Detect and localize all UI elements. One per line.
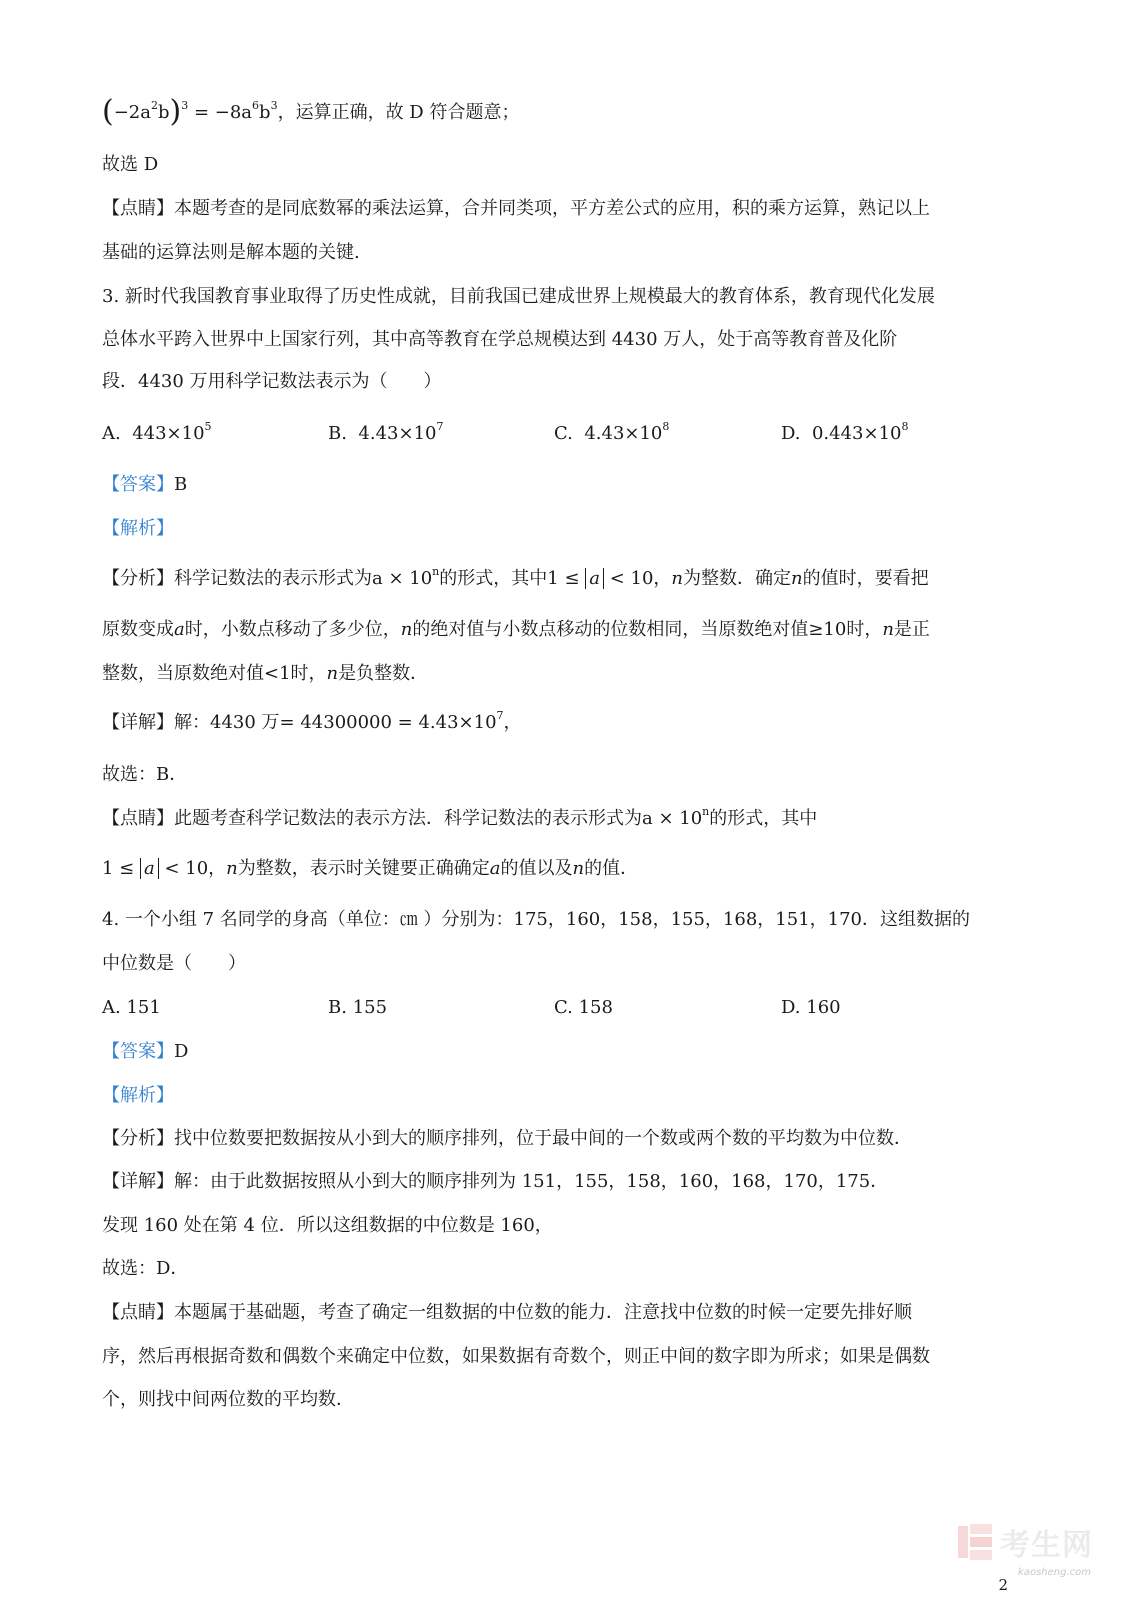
- option-letter: D.: [781, 997, 801, 1018]
- fenxi-label: 【分析】: [102, 568, 174, 589]
- option-letter: C.: [554, 423, 573, 444]
- formula-lhs-b: b: [157, 102, 170, 123]
- var: n: [671, 568, 684, 589]
- math: a × 10: [372, 568, 433, 589]
- q3-stem-line2: 总体水平跨入世界中上国家行列，其中高等教育在学总规模达到 4430 万人，处于高等教育普及化阶: [102, 329, 898, 350]
- detail-label: 【详解】: [102, 712, 174, 733]
- prev-note-line2: 基础的运算法则是解本题的关键.: [102, 242, 360, 263]
- q3-option-a: [102, 421, 212, 447]
- option-value: 160: [806, 997, 841, 1018]
- text: 科学记数法的表示形式为: [174, 568, 372, 589]
- var: a: [489, 858, 501, 879]
- option-letter: A.: [102, 423, 121, 444]
- exp: n: [702, 805, 710, 818]
- text: 时，: [846, 619, 883, 640]
- text: 解：由于此数据按照从小到大的顺序排列为 151，155，158，160，168，170，175．: [174, 1171, 889, 1192]
- exp: 7: [496, 709, 504, 722]
- text: 为整数．确定: [683, 568, 792, 589]
- formula-tail: ，运算正确，故 D 符合题意；: [277, 102, 520, 123]
- text: 解：4430 万: [174, 712, 280, 733]
- q4-answer: [102, 1039, 188, 1065]
- text: 为整数，表示时关键要正确确定: [237, 858, 490, 879]
- q4-stem-line2: 中位数是（ ）: [102, 953, 246, 974]
- q4-note-line1: [102, 1300, 912, 1326]
- q4-option-b: [328, 995, 387, 1021]
- text: 的值以及: [500, 858, 573, 879]
- text: 整数，当原数绝对值: [102, 663, 264, 684]
- close-paren: ): [169, 94, 182, 129]
- answer-value: B: [174, 474, 188, 495]
- var: n: [791, 568, 803, 589]
- logo-text: 考生网: [1000, 1528, 1093, 1563]
- formula-rhs-coef: = −8a: [193, 102, 253, 123]
- fenxi-label: 【分析】: [102, 1128, 174, 1149]
- option-letter: A.: [102, 997, 121, 1018]
- q4-detail-line1: [102, 1169, 888, 1195]
- var: n: [572, 858, 585, 879]
- q4-detail-line2: 发现 160 处在第 4 位．所以这组数据的中位数是 160，: [102, 1215, 553, 1236]
- q3-detail: [102, 710, 522, 736]
- formula-line: [102, 94, 520, 129]
- q3-fenxi-line1: [102, 566, 929, 592]
- option-letter: B.: [328, 997, 347, 1018]
- math: a × 10: [642, 808, 703, 829]
- option-value: 158: [578, 997, 613, 1018]
- q3-choose: 故选：B．: [102, 764, 188, 785]
- math: < 10: [603, 568, 654, 589]
- q3-answer: [102, 472, 187, 498]
- q3-fenxi-line2: [102, 617, 930, 643]
- abs-value: a: [140, 858, 159, 879]
- q3-stem-line3: 段．4430 万用科学记数法表示为（ ）: [102, 371, 442, 392]
- abs-value: a: [585, 568, 604, 589]
- q3-note-line1: [102, 806, 817, 832]
- text: 时，: [290, 663, 327, 684]
- site-logo: [956, 1520, 1093, 1564]
- exp: 7: [436, 420, 444, 433]
- exp: 3: [181, 99, 189, 112]
- exp: 2: [150, 99, 158, 112]
- option-value: 0.443×10: [811, 423, 902, 444]
- note-label: 【点睛】: [102, 1302, 174, 1323]
- note-text: 本题考查的是同底数幂的乘法运算，合并同类项，平方差公式的应用，积的乘方运算，熟记以上: [174, 198, 930, 219]
- q3-stem-line1: 3. 新时代我国教育事业取得了历史性成就，目前我国已建成世界上规模最大的教育体系，教育现代化发展: [102, 286, 935, 307]
- prev-choose: 故选 D: [102, 154, 159, 175]
- q3-option-c: [554, 421, 669, 447]
- note-label: 【点睛】: [102, 808, 174, 829]
- option-value: 155: [352, 997, 388, 1018]
- var: n: [326, 663, 339, 684]
- text: 的形式，其中: [439, 568, 548, 589]
- text: 时，小数点移动了多少位，: [184, 619, 401, 640]
- math: ≥10: [808, 619, 847, 640]
- text: 的值时，要看把: [802, 568, 929, 589]
- var: n: [882, 619, 894, 640]
- var: n: [226, 858, 238, 879]
- option-letter: D.: [781, 423, 801, 444]
- open-paren: (: [102, 94, 114, 129]
- q4-note-line3: 个，则找中间两位数的平均数．: [102, 1389, 354, 1410]
- q4-fenxi: [102, 1126, 912, 1152]
- exp: 5: [204, 420, 212, 433]
- math: < 10: [158, 858, 209, 879]
- q3-fenxi-line3: [102, 661, 428, 687]
- q4-analysis-label: 【解析】: [102, 1085, 174, 1106]
- option-value: 4.43×10: [358, 423, 437, 444]
- text: ，: [208, 858, 227, 879]
- exp: 8: [901, 420, 909, 433]
- math: 1 ≤: [102, 858, 140, 879]
- logo-url: kaosheng.com: [1018, 1567, 1091, 1578]
- text: ，: [653, 568, 672, 589]
- page-number: 2: [998, 1576, 1008, 1594]
- answer-value: D: [174, 1041, 189, 1062]
- prev-note-line1: [102, 196, 930, 222]
- exp: 6: [252, 99, 260, 112]
- exp: 8: [662, 420, 670, 433]
- text: 找中位数要把数据按从小到大的顺序排列，位于最中间的一个数或两个数的平均数为中位数．: [174, 1128, 912, 1149]
- option-value: 151: [126, 997, 161, 1018]
- q4-option-d: [781, 995, 841, 1021]
- text: 本题属于基础题，考查了确定一组数据的中位数的能力．注意找中位数的时候一定要先排好顺: [174, 1302, 912, 1323]
- answer-label: 【答案】: [102, 474, 174, 495]
- option-letter: B.: [328, 423, 347, 444]
- q4-choose: 故选：D．: [102, 1258, 189, 1279]
- q4-stem-line1: 4. 一个小组 7 名同学的身高（单位：㎝ ）分别为：175，160，158，155，168，151，170．这组数据的: [102, 909, 971, 930]
- var: a: [174, 619, 185, 640]
- text: 的形式，其中: [709, 808, 818, 829]
- text: ，: [503, 712, 522, 733]
- q3-option-b: [328, 421, 443, 447]
- formula-rhs-b: b: [259, 102, 271, 123]
- logo-mark-icon: [956, 1522, 994, 1562]
- option-value: 4.43×10: [584, 423, 663, 444]
- math: 1 ≤: [547, 568, 586, 589]
- math: = 44300000 = 4.43×10: [279, 712, 497, 733]
- q3-note-line2: [102, 856, 638, 882]
- q4-option-c: [554, 995, 613, 1021]
- math: <1: [264, 663, 291, 684]
- detail-label: 【详解】: [102, 1171, 174, 1192]
- q3-analysis-label: 【解析】: [102, 518, 174, 539]
- note-label: 【点睛】: [102, 198, 174, 219]
- q3-option-d: [781, 421, 909, 447]
- exp: 3: [270, 99, 278, 112]
- text: 原数变成: [102, 619, 174, 640]
- text: 的值．: [584, 858, 639, 879]
- q4-option-a: [102, 995, 161, 1021]
- exp: n: [432, 565, 440, 578]
- answer-label: 【答案】: [102, 1041, 174, 1062]
- option-letter: C.: [554, 997, 573, 1018]
- text: 的绝对值与小数点移动的位数相同，当原数绝对值: [412, 619, 809, 640]
- text: 此题考查科学记数法的表示方法．科学记数法的表示形式为: [174, 808, 642, 829]
- var: n: [400, 619, 413, 640]
- formula-lhs-base: −2a: [113, 102, 151, 123]
- option-value: 443×10: [132, 423, 205, 444]
- q4-note-line2: 序，然后再根据奇数和偶数个来确定中位数，如果数据有奇数个，则正中间的数字即为所求；如果是偶数: [102, 1346, 930, 1367]
- text: 是正: [893, 619, 930, 640]
- text: 是负整数．: [338, 663, 429, 684]
